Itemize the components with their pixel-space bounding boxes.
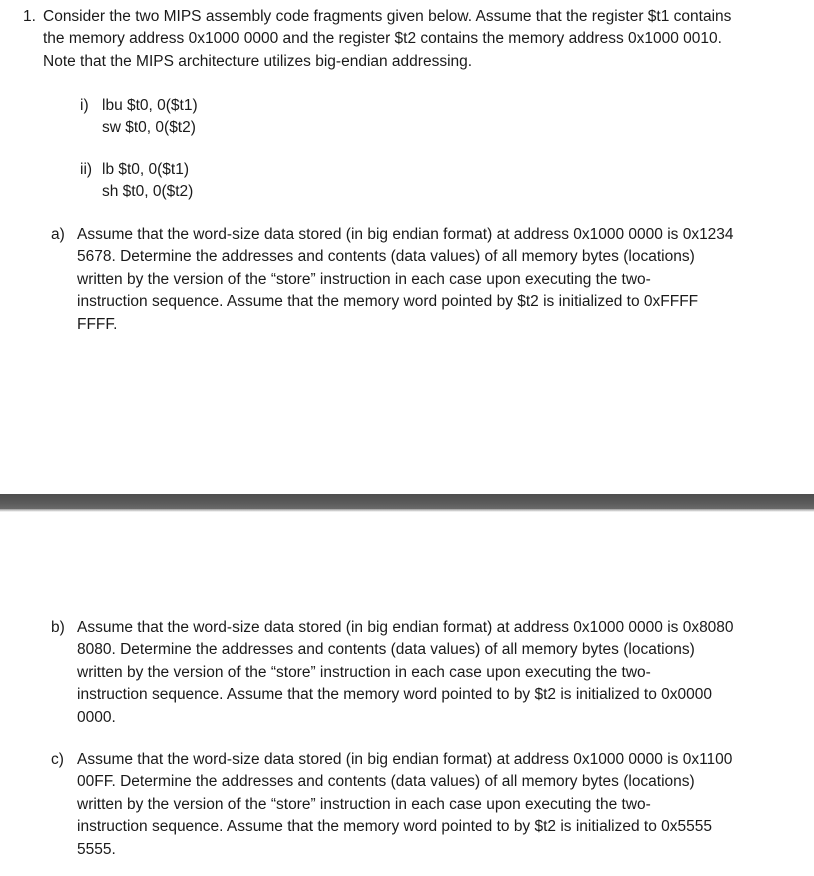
code-line: lbu $t0, 0($t1): [102, 97, 198, 114]
part-line: 0000.: [77, 708, 116, 726]
part-line: 8080. Determine the addresses and contents (data values) of all memory bytes (locations): [77, 641, 695, 659]
fragment-label: i): [80, 97, 89, 114]
part-a: [51, 224, 781, 336]
part-line: FFFF.: [77, 315, 118, 333]
page-divider: [0, 494, 814, 509]
part-line: instruction sequence. Assume that the memory word pointed to by $t2 is initialized to 0x0000: [77, 686, 712, 704]
question-line: Note that the MIPS architecture utilizes big-endian addressing.: [43, 52, 473, 70]
part-line: Assume that the word-size data stored (in big endian format) at address 0x1000 0000 is 0x8080: [77, 619, 734, 636]
part-line: 00FF. Determine the addresses and contents (data values) of all memory bytes (locations): [77, 773, 695, 791]
part-line: instruction sequence. Assume that the memory word pointed to by $t2 is initialized to 0x5555: [77, 818, 712, 836]
question-1: [23, 6, 793, 73]
part-line: 5555.: [77, 840, 116, 858]
part-label: b): [51, 619, 65, 636]
part-line: Assume that the word-size data stored (in big endian format) at address 0x1000 0000 is 0x1234: [77, 226, 734, 243]
code-line: sw $t0, 0($t2): [102, 119, 196, 137]
part-line: instruction sequence. Assume that the memory word pointed by $t2 is initialized to 0xFFFF: [77, 293, 699, 311]
code-line: lb $t0, 0($t1): [102, 161, 190, 178]
fragment-label: ii): [80, 161, 93, 178]
part-line: written by the version of the “store” instruction in each case upon executing the two-: [77, 663, 651, 681]
part-line: written by the version of the “store” instruction in each case upon executing the two-: [77, 795, 651, 813]
code-fragment-ii: [80, 159, 380, 204]
part-line: 5678. Determine the addresses and contents (data values) of all memory bytes (locations): [77, 248, 695, 266]
code-fragment-i: [80, 95, 380, 140]
part-label: c): [51, 751, 64, 768]
question-number: 1.: [23, 8, 36, 25]
part-line: written by the version of the “store” instruction in each case upon executing the two-: [77, 270, 651, 288]
part-line: Assume that the word-size data stored (in big endian format) at address 0x1000 0000 is 0x1100: [77, 751, 733, 768]
question-line: Consider the two MIPS assembly code fragments given below. Assume that the register $t1 contains: [43, 8, 732, 25]
part-label: a): [51, 226, 65, 243]
part-c: [51, 749, 781, 861]
question-line: the memory address 0x1000 0000 and the register $t2 contains the memory address 0x1000 0010.: [43, 30, 722, 48]
code-line: sh $t0, 0($t2): [102, 183, 194, 201]
part-b: [51, 617, 781, 729]
